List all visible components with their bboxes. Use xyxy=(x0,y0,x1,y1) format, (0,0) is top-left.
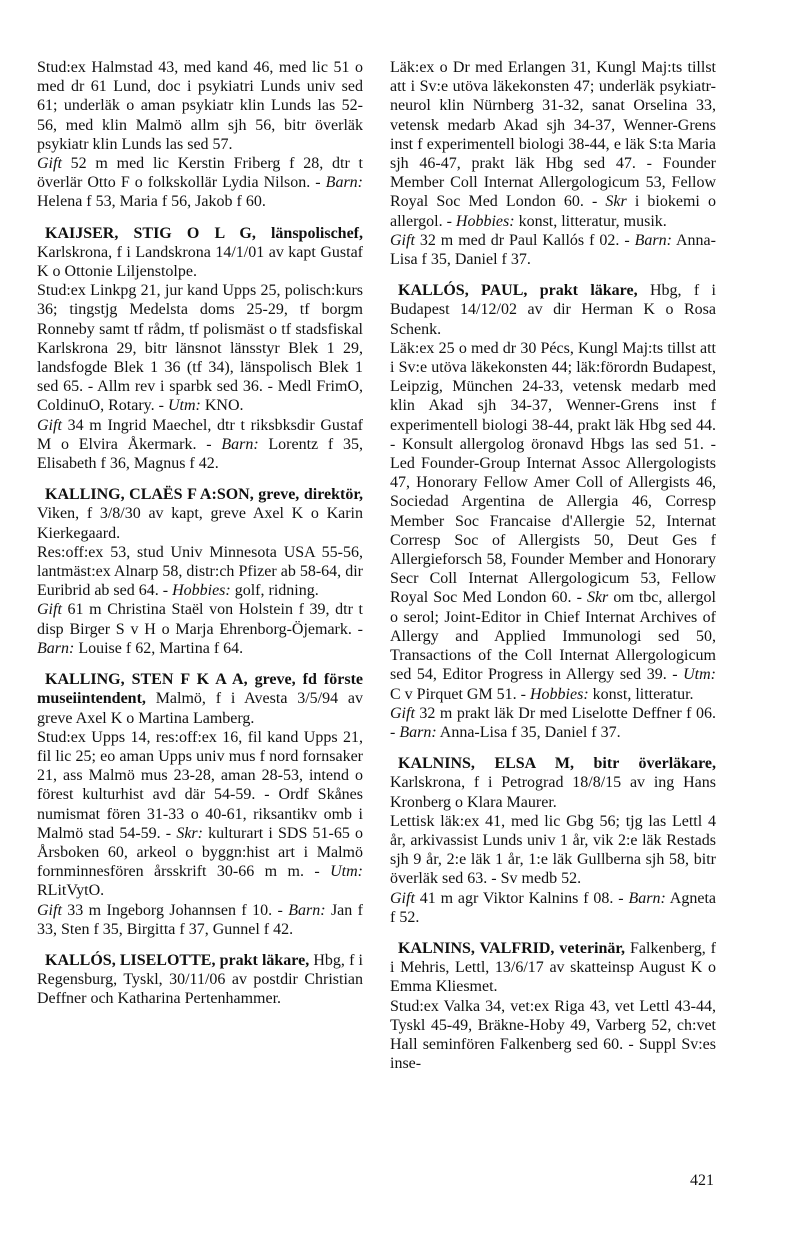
right-column xyxy=(390,58,716,1085)
entry-heading: KALLING, CLAËS F A:SON, greve, direktör, xyxy=(45,486,363,504)
entry-lead xyxy=(37,224,363,282)
entry-lead-text: Karlskrona, f i Petrograd 18/8/15 av ing Hans Kronberg o Klara Maurer. xyxy=(390,774,716,811)
entry-paragraph: Stud:ex Upps 14, res:off:ex 16, fil kand Upps 21, fil lic 25; eo aman Upps univ mus f nord fornsaker 21, ass Malmö mus 23-28, aman 28-53, intend o förest kulturhist avd där 54-59. - Ordf Skånes numismat fören 31-33 o 40-61, riksantikv omb i Malmö stad 54-59. - Skr: kulturart i SDS 51-65 o Årsboken 60, arkeol o byggn:hist art i Malmö fornminnesfören årsskrift 30-66 m m. - Utm: RLitVytO. xyxy=(37,728,364,900)
entry-heading: KAIJSER, STIG O L G, länspolischef, xyxy=(45,224,363,242)
entry-lead xyxy=(390,754,716,812)
entry xyxy=(390,754,716,927)
entry xyxy=(37,58,363,212)
entry-paragraph: Stud:ex Halmstad 43, med kand 46, med lic 51 o med dr 61 Lund, doc i psykiatri Lunds univ sed 61; underläk o aman psykiatr klin Lunds las 52-56, med klin Malmö allm sjh 56, bitr överläk psykiatr klin Lunds las sed 57. xyxy=(37,59,363,153)
left-column xyxy=(37,58,363,1021)
entry-lead-text: Karlskrona, f i Landskrona 14/1/01 av kapt Gustaf K o Ottonie Liljenstolpe. xyxy=(37,243,363,281)
entry-lead-text: Viken, f 3/8/30 av kapt, greve Axel K o Karin Kierkegaard. xyxy=(37,505,363,542)
entry-lead-text: Falkenberg, f i Mehris, Lettl, 13/6/17 av skatteinsp August K o Emma Kliesmet. xyxy=(390,939,716,996)
entry-paragraph: Gift 32 m prakt läk Dr med Liselotte Deffner f 06. - Barn: Anna-Lisa f 35, Daniel f 37. xyxy=(390,704,716,741)
entry-lead-text: Hbg, f i Budapest 14/12/02 av dir Herman K o Rosa Schenk. xyxy=(390,282,717,338)
entry-heading: KALLÓS, LISELOTTE, prakt läkare, xyxy=(45,951,310,969)
entry-paragraph: Gift 34 m Ingrid Maechel, dtr t riksbksdir Gustaf M o Elvira Åkermark. - Barn: Lorentz f 35, Elisabeth f 36, Magnus f 42. xyxy=(37,416,363,473)
entry-lead xyxy=(37,485,363,543)
entry-lead-text: Malmö, f i Avesta 3/5/94 av greve Axel K o Martina Lamberg. xyxy=(37,690,364,727)
entry xyxy=(37,224,363,474)
entry xyxy=(390,939,716,1073)
entry-heading: KALNINS, VALFRID, veterinär, xyxy=(398,939,626,957)
entry-paragraph: Gift 33 m Ingeborg Johannsen f 10. - Barn: Jan f 33, Sten f 35, Birgitta f 37, Gunnel f 42. xyxy=(37,901,363,938)
entry-paragraph: Läk:ex o Dr med Erlangen 31, Kungl Maj:ts tillst att i Sv:e utöva läkekonsten 47; underläk psykiatr-neurol klin Nürnberg 31-32, sanat Orselina 33, vetensk medarb Akad sjh 34-37, Wenner-Grens inst f experimentell biologi 38-44, e läk S:ta Maria sjh 46-47, prakt läk Hbg sed 47. - Founder Member Coll Internat Allergologicum 53, Fellow Royal Soc Med London 60. - Skr i biokemi o allergol. - Hobbies: konst, litteratur, musik. xyxy=(390,59,716,230)
entry-lead xyxy=(37,670,363,728)
entry-heading: KALLÓS, PAUL, prakt läkare, xyxy=(398,282,638,300)
entry-paragraph: Res:off:ex 53, stud Univ Minnesota USA 55-56, lantmäst:ex Alnarp 58, distr:ch Pfizer ab 58-64, dir Euribrid ab sed 64. - Hobbies: golf, ridning. xyxy=(37,543,363,600)
entry-paragraph: Stud:ex Valka 34, vet:ex Riga 43, vet Lettl 43-44, Tyskl 45-49, Bräkne-Hoby 49, Varberg 52, ch:vet Hall seminfören Falkenberg sed 60. - Suppl Sv:es inse- xyxy=(390,997,716,1073)
entry-heading: KALLING, STEN F K A A, greve, fd förste museiintendent, xyxy=(37,671,363,708)
entry-lead xyxy=(390,281,716,339)
entry-paragraph: Lettisk läk:ex 41, med lic Gbg 56; tjg las Lettl 4 år, arkivassist Lunds univ 1 år, vik 2:e läk Restads sjh 9 år, 2:e läk 1 år, 1:e läk Gullberna sjh 58, bitr överläk sed 63. - Sv medb 52. xyxy=(390,812,716,888)
entry xyxy=(37,485,363,658)
entry-paragraph: Gift 32 m med dr Paul Kallós f 02. - Barn: Anna-Lisa f 35, Daniel f 37. xyxy=(390,231,716,269)
entry-paragraph: Gift 52 m med lic Kerstin Friberg f 28, dtr t överlär Otto F o folkskollär Lydia Nilson. - Barn: Helena f 53, Maria f 56, Jakob f 60. xyxy=(37,155,363,211)
entry-paragraph: Gift 41 m agr Viktor Kalnins f 08. - Barn: Agneta f 52. xyxy=(390,889,716,926)
entry-lead xyxy=(37,951,363,1009)
entry xyxy=(37,670,363,939)
entry-lead-text: Hbg, f i Regensburg, Tyskl, 30/11/06 av postdir Christian Deffner och Katharina Pertenhammer. xyxy=(37,951,363,1008)
entry-lead xyxy=(390,939,716,997)
entry-paragraph: Stud:ex Linkpg 21, jur kand Upps 25, polisch:kurs 36; tingstjg Medelsta doms 25-29, tf borgm Ronneby samt tf rådm, tf polismäst o tf stadsfiskal Karlskrona 29, bitr länsnot länsstyr Blek 1 29, landsfogde Blek 1 36 (tf 34), länspolisch Blek 1 sed 65. - Allm rev i sparbk sed 36. - Medl FrimO, ColdinuO, Rotary. - Utm: KNO. xyxy=(37,282,363,415)
entry xyxy=(390,58,716,269)
entry-heading: KALNINS, ELSA M, bitr överläkare, xyxy=(398,755,716,773)
page-number: 421 xyxy=(690,1172,714,1189)
entry-paragraph: Läk:ex 25 o med dr 30 Pécs, Kungl Maj:ts tillst att i Sv:e utöva läkekonsten 44; läk:förordn Budapest, Leipzig, München 24-33, vetensk medarb med klin Akad sjh 34-37, Wenner-Grens inst f experimentell biologi 38-44, prakt läk Hbg sed 44. - Konsult allergolog öronavd Hbgs las sed 51. - Led Founder-Group Internat Assoc Allergologists 47, Honorary Fellow Amer Coll of Allergists 46, Sociedad Argentina de Allergia 46, Corresp Member Soc Francaise d'Allergie 52, Internat Corresp Soc of Allergists 50, Deut Ges f Allergieforsch 58, Founder Member and Honorary Secr Coll Internat Allergologicum 53, Fellow Royal Soc Med London 60. - Skr om tbc, allergol o serol; Joint-Editor in Chief Internat Archives of Allergy and Applied Immunologi sed 50, Transactions of the Coll Internat Allergologicum sed 54, Editor Progress in Allergy sed 39. - Utm: C v Pirquet GM 51. - Hobbies: konst, litteratur. xyxy=(390,339,716,703)
entry xyxy=(390,281,716,742)
entry-paragraph: Gift 61 m Christina Staël von Holstein f 39, dtr t disp Birger S v H o Marja Ehrenborg-Öjemark. - Barn: Louise f 62, Martina f 64. xyxy=(37,601,363,657)
entry xyxy=(37,951,363,1009)
